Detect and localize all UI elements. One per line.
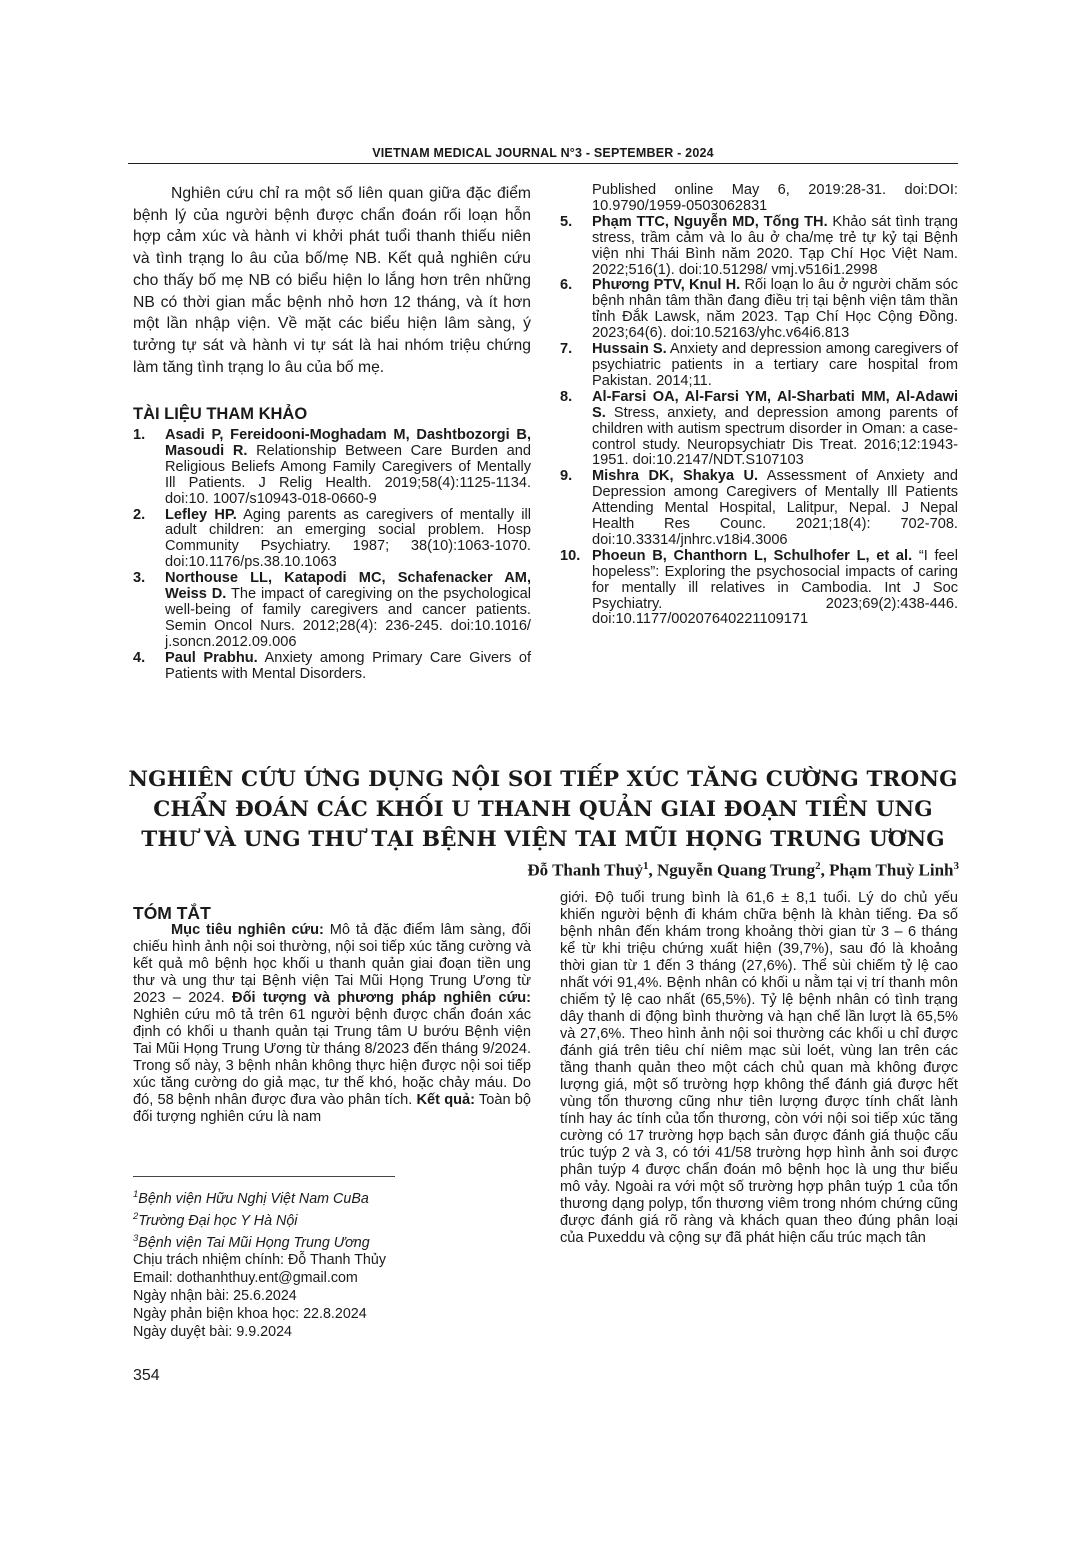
- reference-authors: Phoeun B, Chanthorn L, Schulhofer L, et al.: [592, 547, 913, 564]
- accepted-date: Ngày duyệt bài: 9.9.2024: [133, 1324, 292, 1341]
- reference-item: [133, 571, 531, 651]
- reference-authors: Mishra DK, Shakya U.: [592, 468, 759, 485]
- author-name: Đỗ Thanh Thuỷ: [527, 860, 643, 880]
- reference-item: [560, 278, 958, 342]
- reference-number: 1.: [133, 427, 146, 443]
- abstract-label-methods: Đối tượng và phương pháp nghiên cứu:: [232, 990, 531, 1006]
- reference-text: Stress, anxiety, and depression among parents of children with autism spectrum disorder in Oman: a case-control study. Neuropsychiatr Dis Treat. 2016;12:1943-1951. doi:10.2147/NDT.S107103: [592, 404, 958, 469]
- affiliation-2: $^2$Trường Đại học Y Hà Nội: [133, 1210, 298, 1229]
- author-line: Đỗ Thanh Thuỷ$^1$, Nguyễn Quang Trung$^2$, Phạm Thuỳ Linh$^3$: [527, 860, 959, 880]
- reference-authors: Asadi P, Fereidooni-Moghadam M, Dashtbozorgi B, Masoudi R.: [165, 427, 531, 459]
- reference-text: The impact of caregiving on the psychological well-being of family caregivers and cancer patients. Semin Oncol Nurs. 2012;28(4): 236-245. doi:10.1016/ j.soncn.2012.09.006: [165, 586, 531, 650]
- email: Email: dothanhthuy.ent@gmail.com: [133, 1270, 358, 1287]
- reference-continuation: Published online May 6, 2019:28-31. doi:DOI: 10.9790/1959-0503062831: [592, 182, 958, 214]
- reference-item: [560, 469, 958, 549]
- affiliation-1: $^1$Bệnh viện Hữu Nghị Việt Nam CuBa: [133, 1189, 369, 1207]
- reference-item: [560, 549, 958, 629]
- abstract-label-objective: Mục tiêu nghiên cứu:: [171, 922, 324, 938]
- corresponding-author: Chịu trách nhiệm chính: Đỗ Thanh Thủy: [133, 1252, 386, 1269]
- reference-authors: Al-Farsi OA, Al-Farsi YM, Al-Sharbati MM, Al-Adawi S.: [592, 388, 958, 421]
- abstract-heading: TÓM TẮT: [133, 903, 211, 923]
- reference-item: [560, 342, 958, 390]
- reference-number: 8.: [560, 388, 573, 405]
- affiliation-3: $^3$Bệnh viện Tai Mũi Họng Trung Ương: [133, 1232, 370, 1251]
- reference-authors: Phạm TTC, Nguyễn MD, Tống TH.: [592, 213, 828, 230]
- reference-text: Aging parents as caregivers of mentally ill adult children: an emerging social problem. Hosp Community Psychiatry. 1987; 38(10):1063-1070. doi:10.1176/ps.38.10.1063: [165, 506, 531, 571]
- author-name: Nguyễn Quang Trung: [656, 860, 816, 880]
- reference-authors: Hussain S.: [592, 341, 667, 358]
- reference-text: Khảo sát tình trạng stress, trầm cảm và lo âu ở cha/mẹ trẻ tự kỷ tại Bệnh viện nhi Thái Bình năm 2020. Tạp Chí Học Việt Nam. 2022;516(1). doi:10.51298/ vmj.v516i1.2998: [592, 213, 958, 278]
- footnotes: [133, 1186, 531, 1341]
- abstract-left-column: [133, 922, 531, 1126]
- reference-number: 10.: [560, 547, 581, 564]
- reference-number: 4.: [133, 649, 146, 666]
- reference-number: 3.: [133, 570, 146, 587]
- references-list: [560, 215, 958, 629]
- references-heading: TÀI LIỆU THAM KHẢO: [133, 405, 308, 423]
- reference-item: [133, 651, 531, 683]
- reference-text: “I feel hopeless”: Exploring the psychosocial impacts of caring for mentally ill relatives in Cambodia. Int J Soc Psychiatry. 2023;69(2):438-446. doi:10.1177/00207640221109171: [592, 547, 959, 628]
- reference-item: [133, 508, 531, 572]
- reference-authors: Paul Prabhu.: [165, 649, 258, 666]
- reference-text: Anxiety and depression among caregivers of psychiatric patients in a tertiary care hospital from Pakistan. 2014;11.: [592, 341, 958, 389]
- reference-authors: Phương PTV, Knul H.: [592, 277, 741, 294]
- abstract-text: Toàn bộ đối tượng nghiên cứu là nam: [133, 1092, 531, 1125]
- abstract-text: Nghiên cứu mô tả trên 61 người bệnh được chẩn đoán xác định có khối u thanh quản tại Trung tâm U bướu Bệnh viện Tai Mũi Họng Trung Ương từ tháng 8/2023 đến tháng 9/2024. Trong số này, 3 bệnh nhân không thực hiện được nội soi tiếp xúc tăng cường do giả mạc, tư thế khó, hoặc chảy máu. Do đó, 58 bệnh nhân được đưa vào phân tích.: [133, 1007, 531, 1108]
- intro-paragraph: Nghiên cứu chỉ ra một số liên quan giữa đặc điểm bệnh lý của người bệnh được chẩn đoán rối loạn hỗn hợp cảm xúc và hành vi khởi phát tuổi thanh thiếu niên và tình trạng lo âu của bố/mẹ NB. Kết quả nghiên cứu cho thấy bố mẹ NB có biểu hiện lo lắng hơn trên những NB có thời gian mắc bệnh nhỏ hơn 12 tháng, và ít hơn một lần nhập viện. Về mặt các biểu hiện lâm sàng, ý tưởng tự sát và hành vi tự sát là hai nhóm triệu chứng làm tăng tình trạng lo âu của bố mẹ.: [133, 185, 531, 376]
- affiliation-marker: 3: [953, 860, 959, 872]
- reference-text: Rối loạn lo âu ở người chăm sóc bệnh nhân tâm thần đang điều trị tại bệnh viện tâm thần tỉnh Đắk Lawsk, năm 2023. Tạp Chí Học Cộng Đồng. 2023;64(6). doi:10.52163/yhc.v64i6.813: [592, 277, 958, 342]
- article-title: NGHIÊN CỨU ỨNG DỤNG NỘI SOI TIẾP XÚC TĂNG CƯỜNG TRONG CHẨN ĐOÁN CÁC KHỐI U THANH QUẢN GIAI ĐOẠN TIỀN UNG THƯ VÀ UNG THƯ TẠI BỆNH VIỆN TAI MŨI HỌNG TRUNG ƯƠNG: [128, 767, 958, 852]
- reviewed-date: Ngày phản biện khoa học: 22.8.2024: [133, 1306, 367, 1323]
- reference-item: [560, 390, 958, 470]
- received-date: Ngày nhận bài: 25.6.2024: [133, 1288, 297, 1305]
- reference-item: [133, 428, 531, 508]
- abstract-text: Mô tả đặc điểm lâm sàng, đối chiếu hình ảnh nội soi thường, nội soi tiếp xúc tăng cường và kết quả mô bệnh học khối u thanh quản giai đoạn tiền ung thư và ung thư tại Bệnh viện Tai Mũi Họng Trung Ương từ 2023 – 2024.: [133, 922, 531, 1006]
- reference-authors: Northouse LL, Katapodi MC, Schafenacker AM, Weiss D.: [165, 570, 531, 603]
- references-list-left: [133, 428, 531, 683]
- references-list-right: [560, 183, 958, 628]
- affiliation-marker: 2: [815, 860, 821, 872]
- affiliation-marker: 1: [642, 860, 649, 872]
- running-header: VIETNAM MEDICAL JOURNAL N°3 - SEPTEMBER - 2024: [372, 146, 714, 160]
- reference-number: 7.: [560, 341, 573, 358]
- author-name: Phạm Thuỳ Linh: [829, 860, 954, 880]
- reference-text: Assessment of Anxiety and Depression among Caregivers of Mentally Ill Patients Attending Mental Hospital, Lalitpur, Nepal. J Nepal Health Res Counc. 2021;18(4): 702-708. doi:10.33314/jnhrc.v18i4.3006: [592, 468, 958, 548]
- header-rule: [128, 163, 958, 164]
- abstract-right-column: giới. Độ tuổi trung bình là 61,6 ± 8,1 tuổi. Lý do chủ yếu khiến người bệnh đi khám chữa bệnh là khàn tiếng. Đa số bệnh nhân đến khám trong khoảng thời gian từ 3 – 6 tháng kể từ khi triệu chứng xuất hiện (39,7%), sau đó là khoảng thời gian từ 1 đến 3 tháng (27,6%). Thể sùi chiếm tỷ lệ cao nhất với 91,4%. Bệnh nhân có khối u nằm tại vị trí thanh môn chiếm tỷ lệ cao nhất (65,5%). Tỷ lệ bệnh nhân có tình trạng dây thanh di động bình thường và hạn chế lần lượt là 65,5% và 27,6%. Theo hình ảnh nội soi thường các khối u chỉ được đánh giá trên tiêu chí niêm mạc sùi loét, vùng lan trên các tầng thanh quản theo một cách chủ quan mà không được lượng giá, một số trường hợp không thể đánh giá được hết vùng tổn thương cũng như tiên lượng được tính chất lành tính hay ác tính của tổn thương, còn với nội soi tiếp xúc tăng cường có 17 trường hợp bạch sản được đánh giá thuộc cấu trúc tuýp 2 và 3, có tới 41/58 trường hợp hình ảnh soi được phân tuýp 4 được chẩn đoán mô bệnh học là ung thư biểu mô vảy. Ngoài ra với một số trường hợp phân tuýp 1 của tổn thương dạng polyp, tổn thương viêm trong nhóm chứng cũng được đánh giá rõ ràng và khách quan theo đúng phân loại của Puxeddu và cộng sự đã phát hiện cấu trúc mạch tân: [560, 890, 958, 1246]
- footnote-rule: [133, 1176, 395, 1177]
- page-number: 354: [133, 1367, 160, 1384]
- reference-number: 5.: [560, 213, 573, 230]
- reference-number: 6.: [560, 277, 573, 294]
- reference-text: Anxiety among Primary Care Givers of Patients with Mental Disorders.: [165, 649, 532, 682]
- reference-number: 2.: [133, 506, 146, 523]
- abstract-label-results: Kết quả:: [416, 1092, 475, 1108]
- reference-text: Relationship Between Care Burden and Religious Beliefs Among Family Caregivers of Mentally Ill Patients. J Relig Health. 2019;58(4):1125-1134. doi:10. 1007/s10943-018-0660-9: [165, 442, 532, 507]
- reference-authors: Lefley HP.: [165, 506, 237, 523]
- reference-item: [560, 215, 958, 279]
- reference-number: 9.: [560, 468, 573, 485]
